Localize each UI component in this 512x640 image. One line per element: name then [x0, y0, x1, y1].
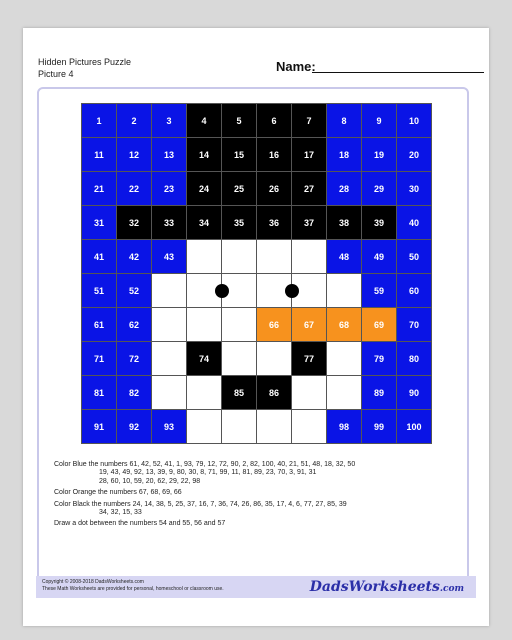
blue-instruction-line: 28, 60, 10, 59, 20, 62, 29, 22, 98 — [99, 477, 201, 485]
grid-row — [82, 104, 432, 138]
grid-cell-61: 61 — [82, 308, 117, 342]
grid-cell-35: 35 — [222, 206, 257, 240]
grid-cell-51: 51 — [82, 274, 117, 308]
grid-cell-89: 89 — [362, 376, 397, 410]
grid-cell-64: 64 — [187, 308, 222, 342]
grid-cell-43: 43 — [152, 240, 187, 274]
grid-cell-15: 15 — [222, 138, 257, 172]
dot-marker — [285, 284, 299, 298]
grid-cell-1: 1 — [82, 104, 117, 138]
grid-cell-23: 23 — [152, 172, 187, 206]
grid-row — [82, 376, 432, 410]
grid-cell-55: 55 — [222, 274, 257, 308]
grid-cell-24: 24 — [187, 172, 222, 206]
grid-cell-67: 67 — [292, 308, 327, 342]
blue-instruction-line: Color Blue the numbers 61, 42, 52, 41, 1, 93, 79, 12, 72, 90, 2, 82, 100, 40, 21, 51, 48, 18, 32, 50 — [54, 461, 356, 468]
grid-cell-28: 28 — [327, 172, 362, 206]
grid-cell-83: 83 — [152, 376, 187, 410]
cell-number: 54 — [198, 285, 209, 296]
brand-logo — [310, 579, 464, 595]
grid-cell-63: 63 — [152, 308, 187, 342]
grid-cell-14: 14 — [187, 138, 222, 172]
grid-cell-13: 13 — [152, 138, 187, 172]
grid-row — [82, 172, 432, 206]
grid-cell-92: 92 — [117, 410, 152, 444]
grid-cell-25: 25 — [222, 172, 257, 206]
grid-cell-62: 62 — [117, 308, 152, 342]
grid-cell-11: 11 — [82, 138, 117, 172]
grid-cell-88: 88 — [327, 376, 362, 410]
grid-cell-75: 75 — [222, 342, 257, 376]
number-grid — [81, 103, 432, 444]
grid-cell-48: 48 — [327, 240, 362, 274]
grid-cell-66: 66 — [257, 308, 292, 342]
name-line — [312, 72, 484, 73]
grid-cell-36: 36 — [257, 206, 292, 240]
grid-cell-65: 65 — [222, 308, 257, 342]
grid-cell-60: 60 — [397, 274, 432, 308]
grid-cell-74: 74 — [187, 342, 222, 376]
grid-cell-49: 49 — [362, 240, 397, 274]
grid-cell-12: 12 — [117, 138, 152, 172]
grid-cell-68: 68 — [327, 308, 362, 342]
grid-cell-7: 7 — [292, 104, 327, 138]
grid-cell-45: 45 — [222, 240, 257, 274]
footer-bar — [36, 576, 476, 598]
grid-cell-58: 58 — [327, 274, 362, 308]
grid-cell-37: 37 — [292, 206, 327, 240]
grid-cell-59: 59 — [362, 274, 397, 308]
grid-cell-54 — [187, 274, 222, 308]
grid-cell-33: 33 — [152, 206, 187, 240]
grid-cell-90: 90 — [397, 376, 432, 410]
grid-cell-44: 44 — [187, 240, 222, 274]
grid-cell-78: 78 — [327, 342, 362, 376]
grid-cell-3: 3 — [152, 104, 187, 138]
grid-row — [82, 274, 432, 308]
picture-number: Picture 4 — [38, 69, 74, 79]
grid-cell-46: 46 — [257, 240, 292, 274]
black-instruction — [54, 501, 464, 518]
grid-cell-86: 86 — [257, 376, 292, 410]
usage-text: These Math Worksheets are provided for personal, homeschool or classroom use. — [42, 586, 224, 592]
grid-cell-16: 16 — [257, 138, 292, 172]
grid-cell-29: 29 — [362, 172, 397, 206]
grid-row — [82, 138, 432, 172]
grid-cell-97: 97 — [292, 410, 327, 444]
copyright-block — [42, 579, 224, 593]
grid-cell-100: 100 — [397, 410, 432, 444]
grid-cell-71: 71 — [82, 342, 117, 376]
worksheet-title-block — [38, 56, 131, 80]
grid-row — [82, 410, 432, 444]
grid-cell-91: 91 — [82, 410, 117, 444]
grid-cell-9: 9 — [362, 104, 397, 138]
grid-cell-53: 53 — [152, 274, 187, 308]
grid-cell-39: 39 — [362, 206, 397, 240]
grid-cell-79: 79 — [362, 342, 397, 376]
grid-cell-26: 26 — [257, 172, 292, 206]
grid-cell-2: 2 — [117, 104, 152, 138]
grid-cell-84: 84 — [187, 376, 222, 410]
grid-cell-81: 81 — [82, 376, 117, 410]
grid-cell-6: 6 — [257, 104, 292, 138]
black-instruction-line: 34, 32, 15, 33 — [99, 509, 142, 517]
grid-cell-31: 31 — [82, 206, 117, 240]
worksheet-page — [23, 28, 489, 626]
orange-instruction: Color Orange the numbers 67, 68, 69, 66 — [54, 489, 182, 497]
grid-cell-5: 5 — [222, 104, 257, 138]
grid-cell-99: 99 — [362, 410, 397, 444]
black-instruction-line: Color Black the numbers 24, 14, 38, 5, 25, 37, 16, 7, 36, 74, 26, 86, 35, 17, 4, 6, 77, 27, 85, 39 — [54, 500, 347, 508]
grid-cell-18: 18 — [327, 138, 362, 172]
grid-cell-32: 32 — [117, 206, 152, 240]
grid-cell-30: 30 — [397, 172, 432, 206]
grid-row — [82, 342, 432, 376]
grid-cell-27: 27 — [292, 172, 327, 206]
grid-cell-52: 52 — [117, 274, 152, 308]
copyright-text: Copyright © 2008-2018 DadsWorksheets.com — [42, 579, 144, 585]
grid-cell-96: 96 — [257, 410, 292, 444]
grid-cell-98: 98 — [327, 410, 362, 444]
grid-cell-76: 76 — [257, 342, 292, 376]
grid-cell-57: 57 — [292, 274, 327, 308]
grid-cell-87: 87 — [292, 376, 327, 410]
grid-cell-77: 77 — [292, 342, 327, 376]
grid-row — [82, 308, 432, 342]
worksheet-title: Hidden Pictures Puzzle — [38, 57, 132, 67]
blue-instruction-line: 19, 43, 49, 92, 13, 39, 9, 80, 30, 8, 71, 99, 11, 81, 89, 23, 70, 3, 91, 31 — [99, 469, 317, 477]
grid-cell-85: 85 — [222, 376, 257, 410]
grid-cell-20: 20 — [397, 138, 432, 172]
grid-cell-70: 70 — [397, 308, 432, 342]
grid-cell-21: 21 — [82, 172, 117, 206]
grid-cell-69: 69 — [362, 308, 397, 342]
grid-cell-80: 80 — [397, 342, 432, 376]
grid-cell-40: 40 — [397, 206, 432, 240]
name-label: Name: — [276, 59, 316, 74]
grid-cell-34: 34 — [187, 206, 222, 240]
grid-cell-94: 94 — [187, 410, 222, 444]
instructions — [54, 461, 464, 532]
grid-cell-42: 42 — [117, 240, 152, 274]
hidden-picture-grid — [81, 103, 432, 444]
grid-cell-8: 8 — [327, 104, 362, 138]
grid-cell-47: 47 — [292, 240, 327, 274]
grid-cell-19: 19 — [362, 138, 397, 172]
grid-cell-72: 72 — [117, 342, 152, 376]
grid-cell-38: 38 — [327, 206, 362, 240]
grid-row — [82, 240, 432, 274]
grid-cell-4: 4 — [187, 104, 222, 138]
dot-instruction: Draw a dot between the numbers 54 and 55, 56 and 57 — [54, 520, 226, 528]
grid-cell-73: 73 — [152, 342, 187, 376]
dot-marker — [215, 284, 229, 298]
grid-cell-56 — [257, 274, 292, 308]
grid-cell-93: 93 — [152, 410, 187, 444]
brand-suffix: .com — [439, 584, 464, 594]
brand-name: DadsWorksheets — [309, 579, 440, 595]
grid-cell-50: 50 — [397, 240, 432, 274]
blue-instruction — [54, 461, 464, 486]
grid-cell-22: 22 — [117, 172, 152, 206]
grid-cell-95: 95 — [222, 410, 257, 444]
grid-row — [82, 206, 432, 240]
grid-cell-10: 10 — [397, 104, 432, 138]
grid-cell-82: 82 — [117, 376, 152, 410]
grid-cell-41: 41 — [82, 240, 117, 274]
cell-number: 56 — [268, 285, 279, 296]
grid-cell-17: 17 — [292, 138, 327, 172]
